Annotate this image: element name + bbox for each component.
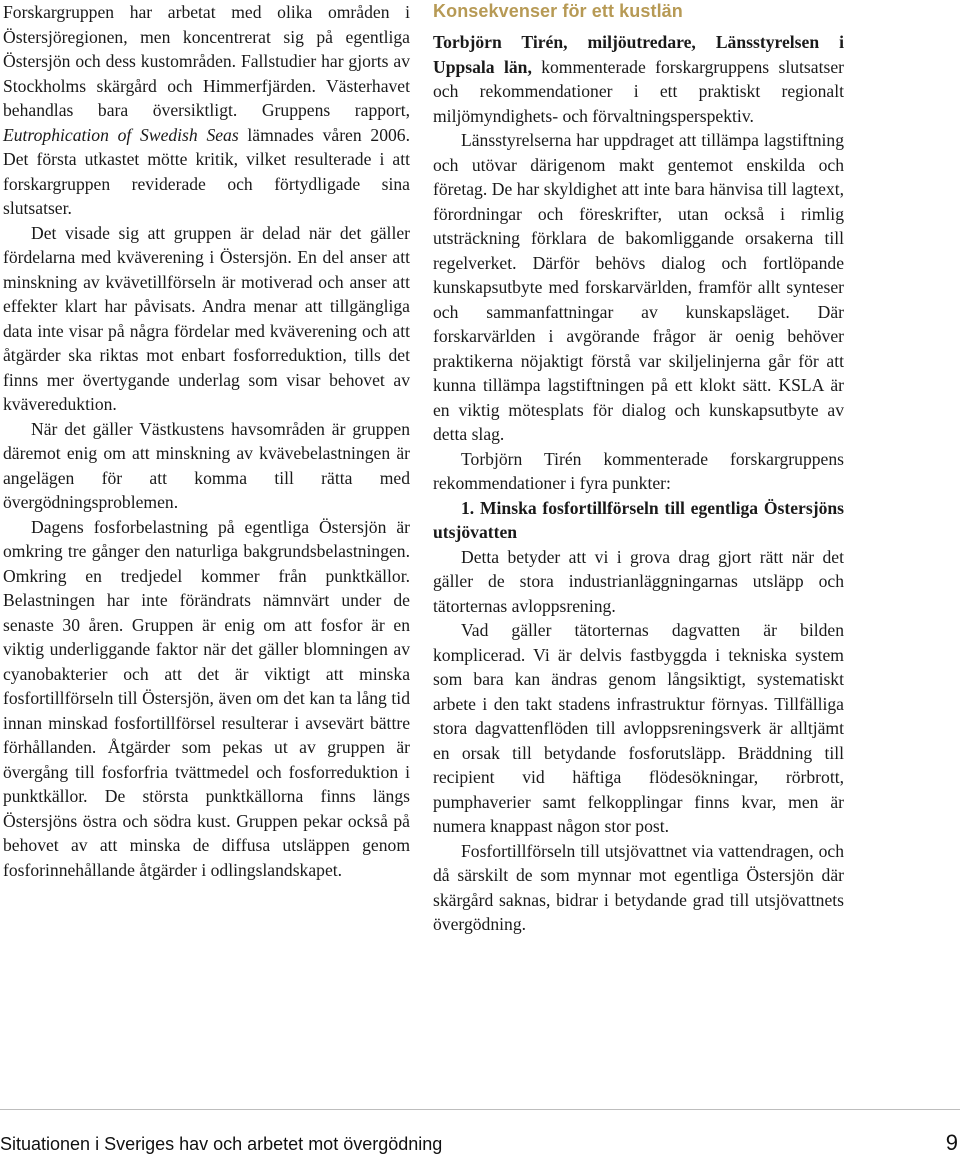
paragraph-text: kommenterade forskargruppens slutsatser och rekommendationer i ett praktiskt regionalt miljömyndighets- och förvaltningsperspektiv. [433,56,844,126]
body-paragraph [3,0,410,221]
body-paragraph: Fosfortillförseln till utsjövattnet via vattendragen, och då särskilt de som mynnar mot egentliga Östersjön där skärgård saknas, bidrar i betydande grad till utsjövattnets övergödning. [433,840,844,934]
page-number: 9 [945,1130,958,1155]
point-heading: 1. Minska fosfortillförseln till egentliga Östersjöns utsjövatten [433,497,844,542]
left-column [3,0,410,882]
speaker-name: Torbjörn Tirén, miljöutredare, Länsstyrelsen i Uppsala län, [433,32,844,77]
paragraph-text: Forskargruppen har arbetat med olika områden i Östersjöregionen, men koncentrerat sig på egentliga Östersjön och dess kustområden. Fallstudier har gjorts av Stockholms skärgård och Himmerfjärden. Västerhavet behandlas bara översiktligt. Gruppens rapport, [3,2,410,120]
body-paragraph: Torbjörn Tirén kommenterade forskargruppens rekommendationer i fyra punkter: [433,448,844,493]
body-paragraph: Dagens fosforbelastning på egentliga Östersjön är omkring tre gånger den naturliga bakgrundsbelastningen. Omkring en tredjedel kommer från punktkällor. Belastningen har inte förändrats nämnvärt under de senaste 30 åren. Gruppen är enig om att fosfor är en viktig underliggande faktor när det gäller blomningen av cyanobakterier och att det är viktigt att minska fosfortillförseln till Östersjön, även om det kan ta lång tid innan minskad fosfortillförsel resulterar i avsevärt bättre förhållanden. Åtgärder som pekas ut av gruppen är övergång till fosforfria tvättmedel och fosforreduktion i punktkällor. De största punktkällorna finns längs Östersjöns östra och södra kust. Gruppen pekar också på behovet av att minska de diffusa utsläppen genom fosforinnehållande åtgärder i odlingslandskapet. [3,516,410,880]
body-paragraph: Vad gäller tätorternas dagvatten är bilden komplicerad. Vi är delvis fastbyggda i tekniska system som bara kan ändras genom långsiktigt, systematiskt arbete i den takt stadens infrastruktur förnyas. Tillfälliga stora dagvattenflöden till avloppsreningsverk är alltjämt en orsak till betydande fosforutsläpp. Bräddning till recipient vid häftiga flödesökningar, rörbrott, pumphaverier samt felkopplingar finns kvar, men är numera knappast någon stor post. [433,620,844,836]
right-column [433,0,844,937]
footer-divider [0,1109,960,1110]
body-paragraph: Det visade sig att gruppen är delad när det gäller fördelarna med kväverening i Östersjön. En del anser att minskning av kvävetillförseln är motiverad och anser att effekter klart har påvisats. Andra menar att tillgängliga data inte visar på några fördelar med kväverening och att åtgärder ska riktas mot enbart fosforreduktion, tills det finns mer övertygande underlag som visar behovet av kvävereduktion. [3,222,410,414]
report-title: Eutrophication of Swedish Seas [3,124,239,145]
section-heading: Konsekvenser för ett kustlän [433,1,683,21]
paragraph-text: lämnades våren 2006. Det första utkastet mötte kritik, vilket resulterade i att forskargruppen reviderade och förtydligade sina slutsatser. [3,124,410,218]
body-paragraph [433,30,844,128]
footer-title: Situationen i Sveriges hav och arbetet mot övergödning [0,1134,443,1154]
body-paragraph: Detta betyder att vi i grova drag gjort rätt när det gäller de stora industrianläggningarnas utsläpp och tätorternas avloppsrening. [433,546,844,616]
body-paragraph: Länsstyrelserna har uppdraget att tillämpa lagstiftning och utövar därigenom makt gentemot enskilda och företag. De har skyldighet att inte bara hänvisa till lagtext, förordningar och föreskrifter, utan också i rimlig utsträckning förklara de bakomliggande orsakerna till regelverket. Därför behövs dialog och fortlöpande kunskapsutbyte med forskarvärlden, framför allt synteser och sammanfattningar av kunskapsläget. Där forskarvärlden i avgörande frågor är oenig behöver praktikerna nöjaktigt förstå var skiljelinjerna går för att kunna tillämpa lagstiftningen på ett klokt sätt. KSLA är en viktig mötesplats för dialog och kunskapsutbyte av detta slag. [433,130,844,444]
body-paragraph: När det gäller Västkustens havsområden är gruppen däremot enig om att minskning av kvävebelastningen är angelägen för att komma till rätta med övergödningsproblemen. [3,418,410,512]
